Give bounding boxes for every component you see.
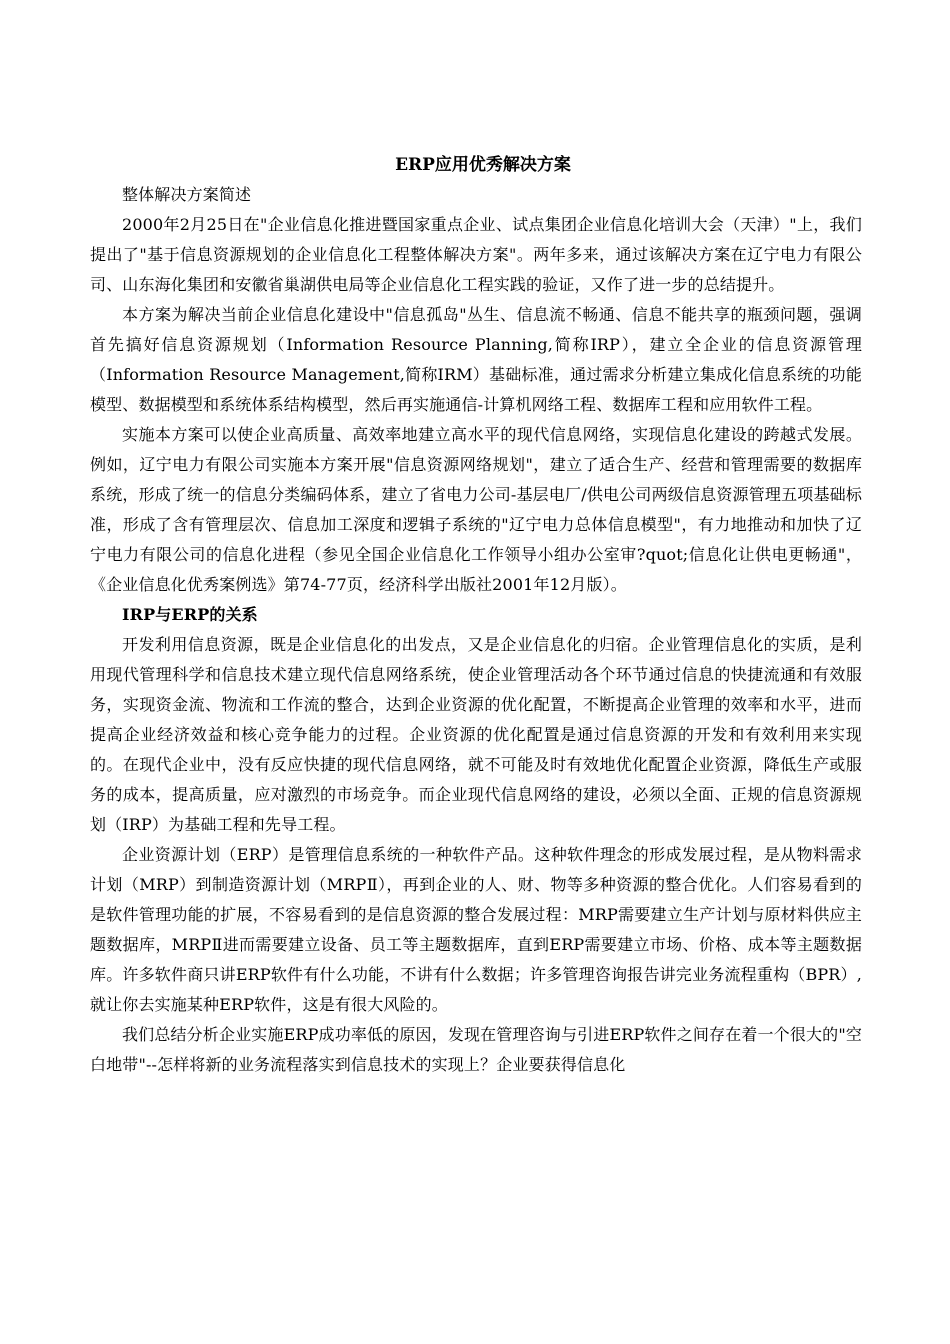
paragraph-analysis: 我们总结分析企业实施ERP成功率低的原因，发现在管理咨询与引进ERP软件之间存在着一个很大的"空白地带"--怎样将新的业务流程落实到信息技术的实现上？企业要获得信息化 xyxy=(90,1025,862,1074)
paragraph-plan: 本方案为解决当前企业信息化建设中"信息孤岛"丛生、信息流不畅通、信息不能共享的瓶颈问题，强调首先搞好信息资源规划（Information Resource Planning,简称IRP），建立全企业的信息资源管理（Information Resource Management,简称IRM）基础标准，通过需求分析建立集成化信息系统的功能模型、数据模型和系统体系结构模型，然后再实施通信-计算机网络工程、数据库工程和应用软件工程。 xyxy=(90,305,862,414)
document-page xyxy=(90,150,862,1080)
section-heading-irp-erp: IRP与ERP的关系 xyxy=(122,605,258,624)
paragraph-erp: 企业资源计划（ERP）是管理信息系统的一种软件产品。这种软件理念的形成发展过程，是从物料需求计划（MRP）到制造资源计划（MRPⅡ），再到企业的人、财、物等多种资源的整合优化。人们容易看到的是软件管理功能的扩展，不容易看到的是信息资源的整合发展过程：MRP需要建立生产计划与原材料供应主题数据库，MRPⅡ进而需要建立设备、员工等主题数据库，直到ERP需要建立市场、价格、成本等主题数据库。许多软件商只讲ERP软件有什么功能，不讲有什么数据；许多管理咨询报告讲完业务流程重构（BPR）,就让你去实施某种ERP软件，这是有很大风险的。 xyxy=(90,845,862,1014)
paragraph-irp: 开发利用信息资源，既是企业信息化的出发点，又是企业信息化的归宿。企业管理信息化的实质，是利用现代管理科学和信息技术建立现代信息网络系统，使企业管理活动各个环节通过信息的快捷流通和有效服务，实现资金流、物流和工作流的整合，达到企业资源的优化配置，不断提高企业管理的效率和水平，进而提高企业经济效益和核心竞争能力的过程。企业资源的优化配置是通过信息资源的开发和有效利用来实现的。在现代企业中，没有反应快捷的现代信息网络，就不可能及时有效地优化配置企业资源，降低生产或服务的成本，提高质量，应对激烈的市场竞争。而企业现代信息网络的建设，必须以全面、正规的信息资源规划（IRP）为基础工程和先导工程。 xyxy=(90,635,862,834)
subheading-overview: 整体解决方案简述 xyxy=(122,185,252,204)
paragraph-example: 实施本方案可以使企业高质量、高效率地建立高水平的现代信息网络，实现信息化建设的跨越式发展。例如，辽宁电力有限公司实施本方案开展"信息资源网络规划"，建立了适合生产、经营和管理需要的数据库系统，形成了统一的信息分类编码体系，建立了省电力公司-基层电厂/供电公司两级信息资源管理五项基础标准，形成了含有管理层次、信息加工深度和逻辑子系统的"辽宁电力总体信息模型"，有力地推动和加快了辽宁电力有限公司的信息化进程（参见全国企业信息化工作领导小组办公室审?quot;信息化让供电更畅通"，《企业信息化优秀案例选》第74-77页，经济科学出版社2001年12月版）。 xyxy=(90,425,862,594)
document-title: ERP应用优秀解决方案 xyxy=(395,155,571,175)
paragraph-intro: 2000年2月25日在"企业信息化推进暨国家重点企业、试点集团企业信息化培训大会（天津）"上，我们提出了"基于信息资源规划的企业信息化工程整体解决方案"。两年多来，通过该解决方案在辽宁电力有限公司、山东海化集团和安徽省巢湖供电局等企业信息化工程实践的验证，又作了进一步的总结提升。 xyxy=(90,215,862,294)
